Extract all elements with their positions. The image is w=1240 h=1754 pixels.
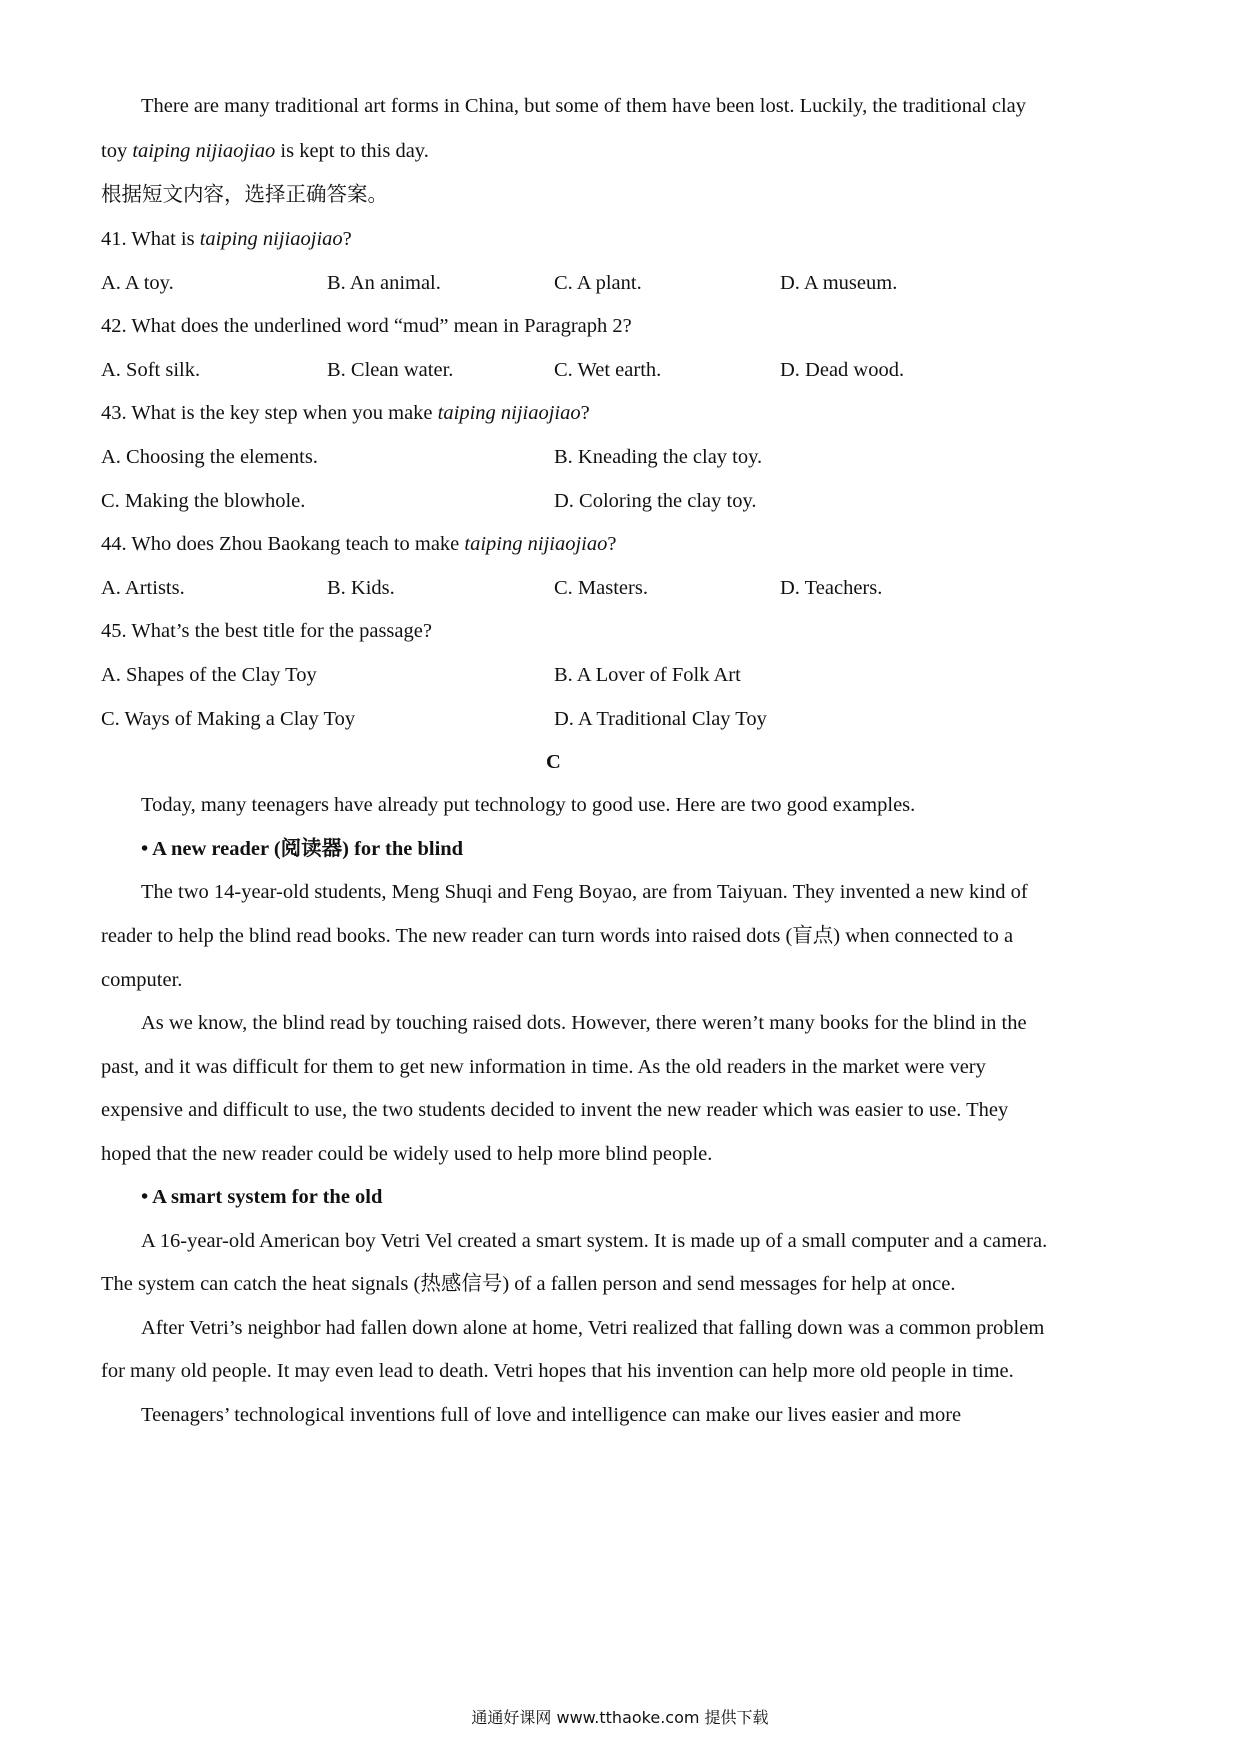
q44-option-a: A. Artists. <box>101 577 185 599</box>
paragraph-3-line-1: A 16-year-old American boy Vetri Vel created a smart system. It is made up of a small computer and a camera. <box>141 1230 1048 1252</box>
q42-option-d: D. Dead wood. <box>780 359 905 381</box>
paragraph-1-line-1: The two 14-year-old students, Meng Shuqi and Feng Boyao, are from Taiyuan. They invented a new kind of <box>141 881 1028 903</box>
q43-option-c: C. Making the blowhole. <box>101 490 306 512</box>
paragraph-2-line-2: past, and it was difficult for them to get new information in time. As the old readers in the market were very <box>101 1056 986 1078</box>
q44-option-c: C. Masters. <box>554 577 648 599</box>
paragraph-2-line-4: hoped that the new reader could be widely used to help more blind people. <box>101 1143 713 1165</box>
question-45: 45. What’s the best title for the passage? <box>101 620 432 642</box>
q41-option-a: A. A toy. <box>101 272 174 294</box>
term-taiping-nijiaojiao: taiping nijiaojiao <box>132 140 276 162</box>
paragraph-2-line-3: expensive and difficult to use, the two students decided to invent the new reader which was easier to use. They <box>101 1099 1009 1121</box>
question-41: 41. What is taiping nijiaojiao? <box>101 228 352 250</box>
paragraph-3-line-2: The system can catch the heat signals (热感信号) of a fallen person and send messages for help at once. <box>101 1273 956 1295</box>
q42-option-a: A. Soft silk. <box>101 359 201 381</box>
q41-option-d: D. A museum. <box>780 272 898 294</box>
question-44: 44. Who does Zhou Baokang teach to make taiping nijiaojiao? <box>101 533 617 555</box>
q42-option-b: B. Clean water. <box>327 359 454 381</box>
intro-line-2: toy taiping nijiaojiao is kept to this day. <box>101 140 429 162</box>
subheading-new-reader: • A new reader (阅读器) for the blind <box>141 838 464 860</box>
paragraph-5-line-1: Teenagers’ technological inventions full of love and intelligence can make our lives easier and more <box>141 1404 962 1426</box>
section-c-intro: Today, many teenagers have already put technology to good use. Here are two good examples. <box>141 794 916 816</box>
q41-option-b: B. An animal. <box>327 272 441 294</box>
q45-option-d: D. A Traditional Clay Toy <box>554 708 767 730</box>
q43-option-a: A. Choosing the elements. <box>101 446 318 468</box>
question-43: 43. What is the key step when you make taiping nijiaojiao? <box>101 402 590 424</box>
q43-option-b: B. Kneading the clay toy. <box>554 446 763 468</box>
instruction: 根据短文内容，选择正确答案。 <box>101 184 388 206</box>
paragraph-1-line-2: reader to help the blind read books. The new reader can turn words into raised dots (盲点) when connected to a <box>101 925 1014 947</box>
intro-line-1: There are many traditional art forms in China, but some of them have been lost. Luckily, the traditional clay <box>141 95 1027 117</box>
paragraph-2-line-1: As we know, the blind read by touching raised dots. However, there weren’t many books for the blind in the <box>141 1012 1027 1034</box>
q44-option-d: D. Teachers. <box>780 577 883 599</box>
q45-option-c: C. Ways of Making a Clay Toy <box>101 708 356 730</box>
page-footer: 通通好课网 www.tthaoke.com 提供下载 <box>471 1708 769 1727</box>
q43-option-d: D. Coloring the clay toy. <box>554 490 757 512</box>
q42-option-c: C. Wet earth. <box>554 359 662 381</box>
paragraph-1-line-3: computer. <box>101 969 183 991</box>
subheading-smart-system: • A smart system for the old <box>141 1186 383 1208</box>
q45-option-a: A. Shapes of the Clay Toy <box>101 664 317 686</box>
section-c-heading: C <box>546 751 561 773</box>
paragraph-4-line-1: After Vetri’s neighbor had fallen down alone at home, Vetri realized that falling down was a common problem <box>141 1317 1045 1339</box>
q44-option-b: B. Kids. <box>327 577 395 599</box>
q41-option-c: C. A plant. <box>554 272 642 294</box>
question-42: 42. What does the underlined word “mud” mean in Paragraph 2? <box>101 315 632 337</box>
q45-option-b: B. A Lover of Folk Art <box>554 664 741 686</box>
paragraph-4-line-2: for many old people. It may even lead to death. Vetri hopes that his invention can help more old people in time. <box>101 1360 1014 1382</box>
